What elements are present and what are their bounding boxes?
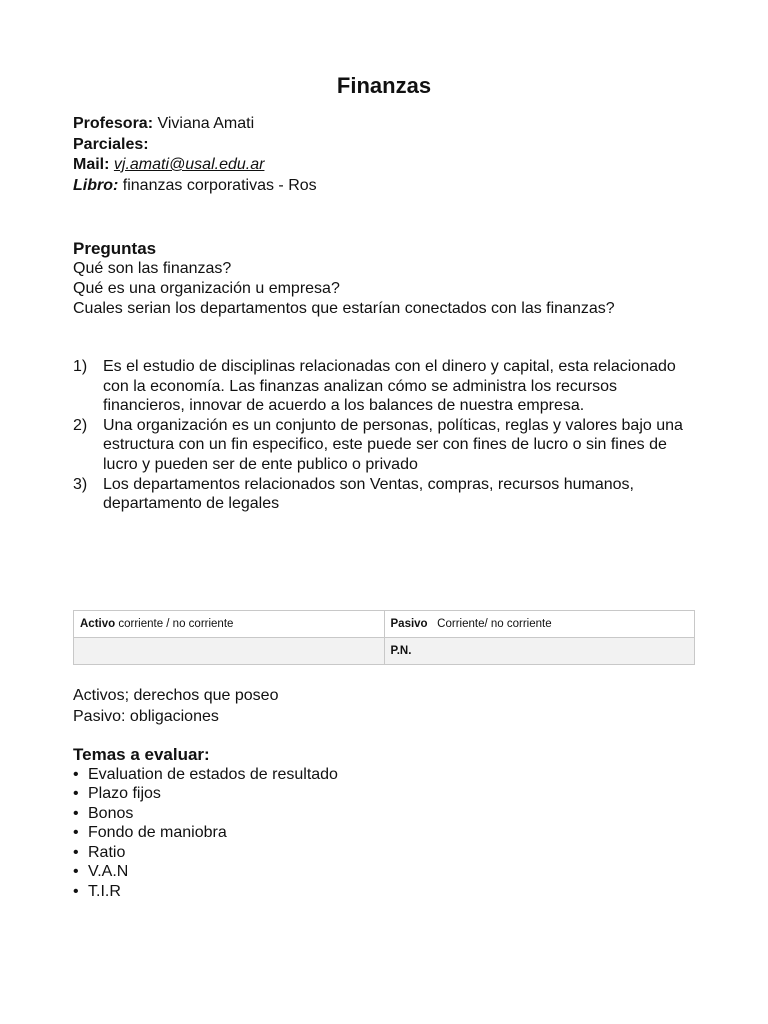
mail-row <box>73 155 317 176</box>
bullet-icon: • <box>73 863 79 880</box>
page-title: Finanzas <box>336 73 432 98</box>
tema-text: V.A.N <box>88 863 129 880</box>
activo-text: corriente / no corriente <box>118 618 234 630</box>
tema-item <box>73 804 338 824</box>
balance-table <box>73 610 695 665</box>
tema-text: Bonos <box>88 804 134 822</box>
temas-section <box>73 745 338 901</box>
pasivo-text: Corriente/ no corriente <box>437 618 552 630</box>
respuestas-list <box>73 357 703 514</box>
libro-label: Libro: <box>73 176 119 194</box>
respuesta-number: 3) <box>73 475 88 493</box>
pn-label: P.N. <box>390 645 412 657</box>
parciales-row <box>73 135 317 156</box>
preguntas-section <box>73 239 615 319</box>
course-info <box>73 114 317 196</box>
tema-item <box>73 843 338 863</box>
table-row <box>74 611 695 638</box>
libro-value: finanzas corporativas - Ros <box>122 176 317 194</box>
profesora-value: Viviana Amati <box>157 115 255 132</box>
mail-link[interactable]: vj.amati@usal.edu.ar <box>113 156 265 173</box>
temas-heading: Temas a evaluar: <box>73 745 210 764</box>
pasivo-cell <box>384 611 695 638</box>
respuesta-item <box>73 416 703 475</box>
tema-item <box>73 823 338 843</box>
respuesta-number: 1) <box>73 358 88 375</box>
tema-text: Ratio <box>88 843 126 861</box>
bullet-icon: • <box>73 843 79 861</box>
bullet-icon: • <box>73 824 79 841</box>
respuesta-text: Los departamentos relacionados son Ventas, compras, recursos humanos, departamento de legales <box>103 475 634 513</box>
tema-text: Fondo de maniobra <box>88 824 227 841</box>
respuesta-number: 2) <box>73 416 88 434</box>
respuesta-item <box>73 475 703 514</box>
tema-item <box>73 765 338 785</box>
preguntas-heading: Preguntas <box>73 239 157 258</box>
definicion-item: Pasivo: obligaciones <box>73 707 219 725</box>
empty-cell <box>74 638 385 665</box>
activo-cell <box>74 611 385 638</box>
respuesta-text: Es el estudio de disciplinas relacionadas con el dinero y capital, esta relacionado con la economía. Las finanzas analizan cómo se administra los recursos financieros, innovar de acuerdo a los balances de nuestra empresa. <box>103 358 676 415</box>
tema-item <box>73 784 338 804</box>
profesora-row <box>73 114 317 135</box>
bullet-icon: • <box>73 765 79 783</box>
tema-text: Plazo fijos <box>88 785 161 802</box>
pregunta-item: Qué es una organización u empresa? <box>73 280 340 297</box>
bullet-icon: • <box>73 804 79 822</box>
activo-label: Activo <box>80 618 116 630</box>
tema-text: Evaluation de estados de resultado <box>88 765 338 783</box>
bullet-icon: • <box>73 785 79 802</box>
profesora-label: Profesora: <box>73 115 154 132</box>
libro-row <box>73 176 317 197</box>
pasivo-label: Pasivo <box>390 618 428 630</box>
pn-cell <box>384 638 695 665</box>
respuesta-text: Una organización es un conjunto de personas, políticas, reglas y valores bajo una estructura con un fin especifico, este puede ser con fines de lucro o sin fines de lucro y pueden ser de ente publico o privado <box>103 416 683 473</box>
tema-item <box>73 882 338 902</box>
parciales-label: Parciales: <box>73 135 149 153</box>
temas-list <box>73 765 338 902</box>
table-row <box>74 638 695 665</box>
pregunta-item: Cuales serian los departamentos que estarían conectados con las finanzas? <box>73 300 615 317</box>
pregunta-item: Qué son las finanzas? <box>73 260 232 277</box>
mail-label: Mail: <box>73 156 110 173</box>
definicion-item: Activos; derechos que poseo <box>73 687 279 704</box>
tema-item <box>73 862 338 882</box>
bullet-icon: • <box>73 882 79 900</box>
definiciones <box>73 686 278 727</box>
tema-text: T.I.R <box>88 882 121 900</box>
respuesta-item <box>73 357 703 416</box>
